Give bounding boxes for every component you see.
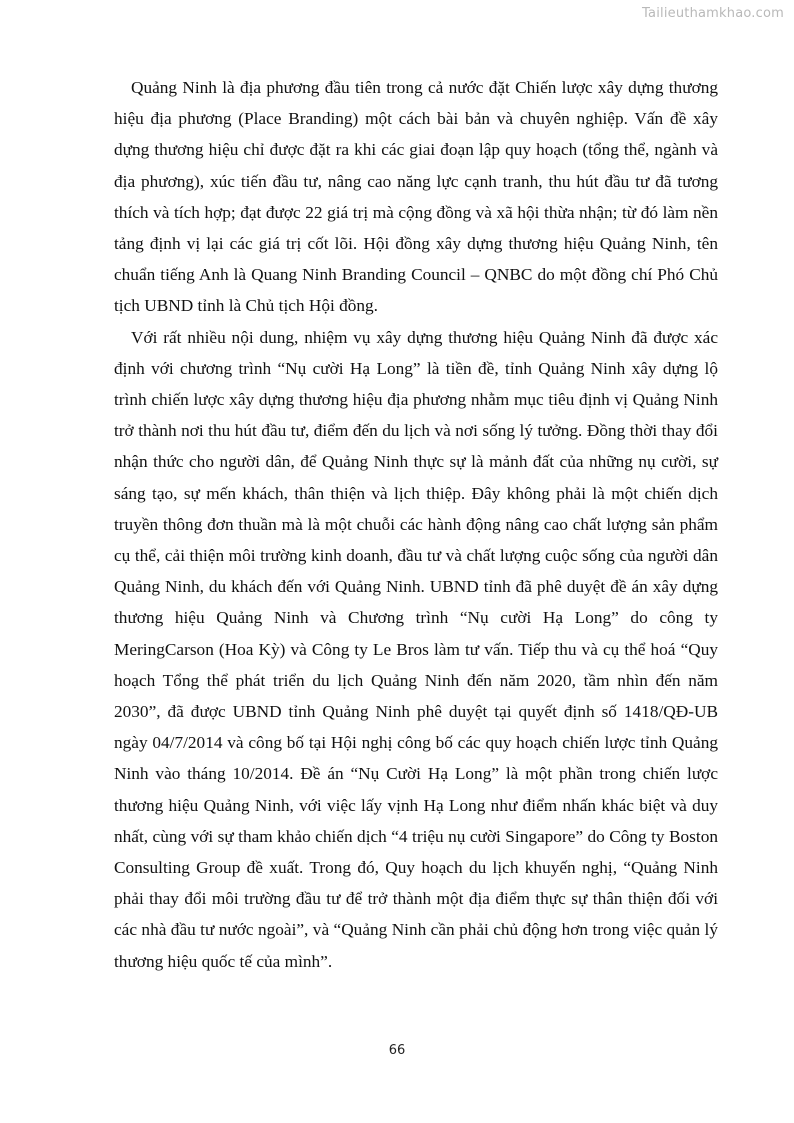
- watermark-text: Tailieuthamkhao.com: [642, 6, 784, 21]
- paragraph-1: Quảng Ninh là địa phương đầu tiên trong cả nước đặt Chiến lược xây dựng thương hiệu địa phương (Place Branding) một cách bài bản và chuyên nghiệp. Vấn đề xây dựng thương hiệu chỉ được đặt ra khi các giai đoạn lập quy hoạch (tổng thể, ngành và địa phương), xúc tiến đầu tư, nâng cao năng lực cạnh tranh, thu hút đầu tư đã tương thích và tích hợp; đạt được 22 giá trị mà cộng đồng và xã hội thừa nhận; từ đó làm nền tảng định vị lại các giá trị cốt lõi. Hội đồng xây dựng thương hiệu Quảng Ninh, tên chuẩn tiếng Anh là Quang Ninh Branding Council – QNBC do một đồng chí Phó Chủ tịch UBND tỉnh là Chủ tịch Hội đồng.: [114, 78, 718, 316]
- page-body: [114, 72, 718, 977]
- paragraph-2: Với rất nhiều nội dung, nhiệm vụ xây dựng thương hiệu Quảng Ninh đã được xác định với chương trình “Nụ cười Hạ Long” là tiền đề, tỉnh Quảng Ninh xây dựng lộ trình chiến lược xây dựng thương hiệu địa phương nhằm mục tiêu định vị Quảng Ninh trở thành nơi thu hút đầu tư, điểm đến du lịch và nơi sống lý tưởng. Đồng thời thay đổi nhận thức cho người dân, để Quảng Ninh thực sự là mảnh đất của những nụ cười, sự sáng tạo, sự mến khách, thân thiện và lịch thiệp. Đây không phải là một chiến dịch truyền thông đơn thuần mà là một chuỗi các hành động nâng cao chất lượng sản phẩm cụ thể, cải thiện môi trường kinh doanh, đầu tư và chất lượng cuộc sống của người dân Quảng Ninh, du khách đến với Quảng Ninh. UBND tỉnh đã phê duyệt đề án xây dựng thương hiệu Quảng Ninh và Chương trình “Nụ cười Hạ Long” do công ty MeringCarson (Hoa Kỳ) và Công ty Le Bros làm tư vấn. Tiếp thu và cụ thể hoá “Quy hoạch Tổng thể phát triển du lịch Quảng Ninh đến năm 2020, tầm nhìn đến năm 2030”, đã được UBND tỉnh Quảng Ninh phê duyệt tại quyết định số 1418/QĐ-UB ngày 04/7/2014 và công bố tại Hội nghị công bố các quy hoạch chiến lược tỉnh Quảng Ninh vào tháng 10/2014. Đề án “Nụ Cười Hạ Long” là một phần trong chiến lược thương hiệu Quảng Ninh, với việc lấy vịnh Hạ Long như điểm nhấn khác biệt và duy nhất, cùng với sự tham khảo chiến dịch “4 triệu nụ cười Singapore” do Công ty Boston Consulting Group đề xuất. Trong đó, Quy hoạch du lịch khuyến nghị, “Quảng Ninh phải thay đổi môi trường đầu tư để trở thành một địa điểm thực sự thân thiện đối với các nhà đầu tư nước ngoài”, và “Quảng Ninh cần phải chủ động hơn trong việc quản lý thương hiệu quốc tế của mình”.: [114, 327, 718, 971]
- page-number: 66: [388, 1043, 406, 1058]
